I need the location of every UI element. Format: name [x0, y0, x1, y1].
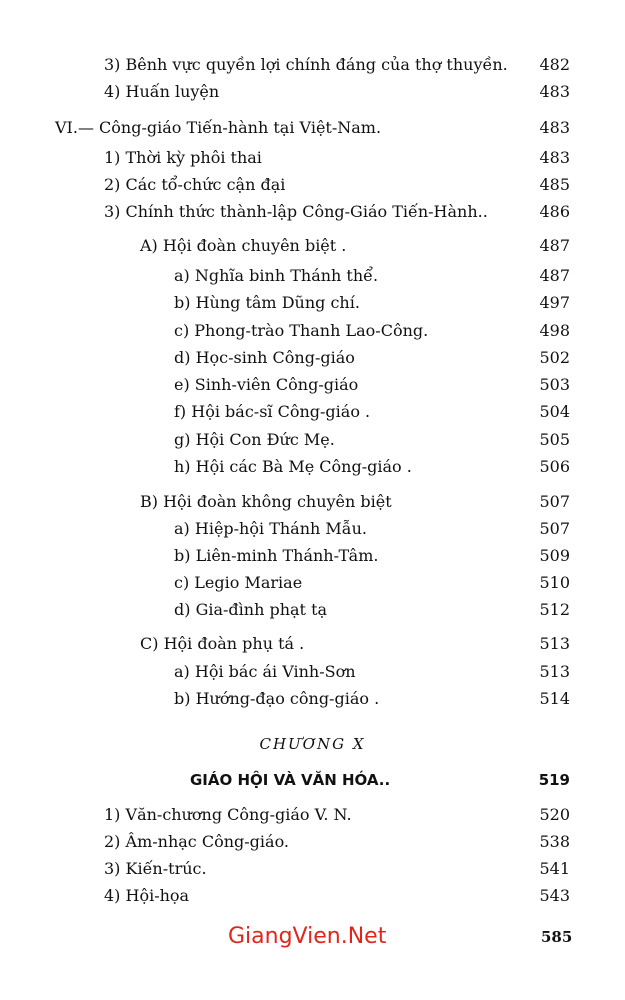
entry-label: d) Học-sinh Công-giáo [174, 348, 355, 367]
toc-entry [0, 173, 570, 197]
toc-entry [0, 400, 570, 424]
entry-page: 483 [539, 148, 570, 167]
entry-page: 503 [539, 375, 570, 394]
entry-page: 505 [539, 430, 570, 449]
toc-entry [0, 116, 570, 140]
entry-label: 4) Huấn luyện [104, 82, 220, 101]
toc-entry [0, 490, 570, 514]
toc-entry [0, 632, 570, 656]
toc-entry [0, 517, 570, 541]
entry-page: 543 [539, 886, 570, 905]
entry-page: 506 [539, 457, 570, 476]
entry-page: 486 [539, 202, 570, 221]
toc-entry [0, 884, 570, 908]
toc-entry [0, 264, 570, 288]
entry-label: B) Hội đoàn không chuyên biệt [140, 492, 392, 511]
toc-entry [0, 830, 570, 854]
entry-page: 514 [539, 689, 570, 708]
toc-entry [0, 455, 570, 479]
entry-label: d) Gia-đình phạt tạ [174, 600, 328, 619]
entry-page: 485 [539, 175, 570, 194]
entry-label: a) Hội bác ái Vinh-Sơn [174, 662, 356, 681]
entry-label: C) Hội đoàn phụ tá . [140, 634, 305, 653]
entry-page: 498 [539, 321, 570, 340]
entry-label: f) Hội bác-sĩ Công-giáo . [174, 402, 371, 421]
entry-label: e) Sinh-viên Công-giáo [174, 375, 359, 394]
toc-entry [0, 234, 570, 258]
entry-label: 3) Bênh vực quyền lợi chính đáng của thợ thuyền. [104, 55, 508, 74]
entry-label: 2) Âm-nhạc Công-giáo. [104, 832, 289, 851]
toc-entry [0, 687, 570, 711]
toc-entry [0, 319, 570, 343]
entry-page: 507 [539, 492, 570, 511]
entry-page: 487 [539, 236, 570, 255]
entry-label: b) Hùng tâm Dũng chí. [174, 293, 360, 312]
entry-label: h) Hội các Bà Mẹ Công-giáo . [174, 457, 412, 476]
toc-entry [0, 428, 570, 452]
entry-page: 504 [539, 402, 570, 421]
entry-label: 4) Hội-họa [104, 886, 190, 905]
toc-entry [0, 200, 570, 224]
site-watermark: GiangVien.Net [228, 924, 387, 949]
entry-label: a) Hiệp-hội Thánh Mẫu. [174, 519, 367, 538]
entry-page: 507 [539, 519, 570, 538]
entry-label: 1) Văn-chương Công-giáo V. N. [104, 805, 352, 824]
chapter-heading: CHƯƠNG X [259, 735, 366, 753]
entry-label: c) Legio Mariae [174, 573, 303, 592]
entry-label: A) Hội đoàn chuyên biệt . [140, 236, 347, 255]
entry-page: 510 [539, 573, 570, 592]
entry-label: b) Liên-minh Thánh-Tâm. [174, 546, 379, 565]
entry-page: 509 [539, 546, 570, 565]
entry-page: 502 [539, 348, 570, 367]
entry-label: 2) Các tổ-chức cận đại [104, 175, 286, 194]
toc-entry [0, 80, 570, 104]
entry-page: 520 [539, 805, 570, 824]
toc-entry [0, 571, 570, 595]
toc-entry [0, 857, 570, 881]
entry-label: 3) Chính thức thành-lập Công-Giáo Tiến-Hành.. [104, 202, 488, 221]
entry-label: c) Phong-trào Thanh Lao-Công. [174, 321, 429, 340]
page-number: 585 [541, 928, 573, 946]
toc-entry [0, 660, 570, 684]
entry-page: 541 [539, 859, 570, 878]
entry-page: 483 [539, 82, 570, 101]
toc-entry [0, 544, 570, 568]
entry-page: 512 [539, 600, 570, 619]
toc-entry [0, 346, 570, 370]
entry-label: 3) Kiến-trúc. [104, 859, 207, 878]
entry-label: VI.— Công-giáo Tiến-hành tại Việt-Nam. [55, 118, 382, 137]
entry-label: a) Nghĩa binh Thánh thể. [174, 266, 379, 285]
toc-entry [0, 291, 570, 315]
chapter-title-row [0, 768, 570, 792]
toc-entry [0, 598, 570, 622]
entry-page: 513 [539, 662, 570, 681]
entry-label: 1) Thời kỳ phôi thai [104, 148, 262, 167]
entry-page: 482 [539, 55, 570, 74]
entry-label: b) Hướng-đạo công-giáo . [174, 689, 380, 708]
chapter-title: GIÁO HỘI VÀ VĂN HÓA.. [190, 771, 391, 789]
entry-page: 497 [539, 293, 570, 312]
entry-page: 513 [539, 634, 570, 653]
entry-page: 487 [539, 266, 570, 285]
entry-page: 483 [539, 118, 570, 137]
entry-page: 538 [539, 832, 570, 851]
toc-entry [0, 373, 570, 397]
toc-entry [0, 53, 570, 77]
entry-label: g) Hội Con Đức Mẹ. [174, 430, 335, 449]
toc-entry [0, 803, 570, 827]
chapter-page: 519 [538, 771, 570, 789]
toc-entry [0, 146, 570, 170]
